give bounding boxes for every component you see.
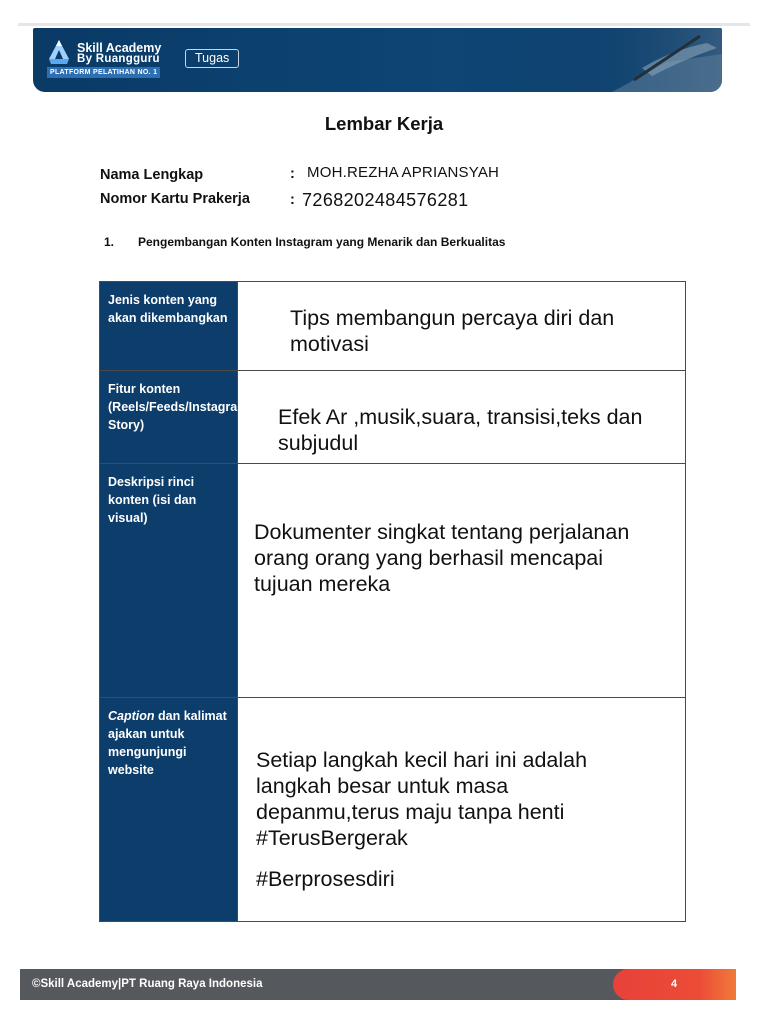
header-banner bbox=[33, 28, 722, 92]
footer-bar bbox=[20, 969, 736, 1000]
caption-hashtag: #Berprosesdiri bbox=[256, 867, 395, 891]
table-row bbox=[100, 371, 686, 464]
caption-label-italic: Caption bbox=[108, 709, 155, 723]
document-title: Lembar Kerja bbox=[324, 113, 444, 134]
full-name-colon: : bbox=[290, 166, 295, 182]
card-number-colon: : bbox=[290, 192, 295, 208]
caption-answer: Setiap langkah kecil hari ini adalah langkah besar untuk masa depanmu,terus maju tanpa henti #TerusBergerak bbox=[256, 748, 588, 850]
row-value-cell bbox=[238, 698, 686, 922]
card-number-value: 7268202484576281 bbox=[302, 190, 469, 210]
row-label: Fitur konten (Reels/Feeds/Instagram Story) bbox=[100, 371, 238, 464]
brand-badge: PLATFORM PELATIHAN NO. 1 bbox=[47, 67, 160, 78]
brand-name: Skill Academy bbox=[77, 41, 162, 55]
table-row bbox=[100, 464, 686, 698]
table-row bbox=[100, 282, 686, 371]
row-label bbox=[100, 698, 238, 922]
row-value-cell bbox=[238, 282, 686, 371]
question-number: 1. bbox=[104, 235, 115, 249]
footer-copyright: ©Skill Academy|PT Ruang Raya Indonesia bbox=[32, 978, 263, 990]
page-top-rule bbox=[18, 23, 750, 26]
page-number: 4 bbox=[671, 978, 678, 990]
brand-subtitle: By Ruangguru bbox=[77, 53, 160, 65]
card-number-label: Nomor Kartu Prakerja bbox=[100, 191, 250, 207]
content-feature-answer: Efek Ar ,musik,suara, transisi,teks dan subjudul bbox=[278, 405, 643, 455]
table-row bbox=[100, 698, 686, 922]
full-name-value: MOH.REZHA APRIANSYAH bbox=[307, 164, 500, 181]
content-description-answer: Dokumenter singkat tentang perjalanan orang orang yang berhasil mencapai tujuan mereka bbox=[254, 520, 630, 596]
full-name-label: Nama Lengkap bbox=[100, 167, 204, 183]
writing-hand-image bbox=[572, 28, 722, 92]
question-title: Pengembangan Konten Instagram yang Menarik dan Berkualitas bbox=[138, 235, 506, 249]
row-value-cell bbox=[238, 464, 686, 698]
skill-academy-logo-icon bbox=[47, 39, 71, 65]
tugas-tag: Tugas bbox=[185, 49, 239, 68]
caption-label-rest: dan kalimat ajakan untuk mengunjungi website bbox=[108, 709, 227, 777]
row-label: Deskripsi rinci konten (isi dan visual) bbox=[100, 464, 238, 698]
worksheet-table bbox=[99, 281, 686, 922]
content-type-answer: Tips membangun percaya diri dan motivasi bbox=[290, 306, 615, 356]
row-label: Jenis konten yang akan dikembangkan bbox=[100, 282, 238, 371]
row-value-cell bbox=[238, 371, 686, 464]
